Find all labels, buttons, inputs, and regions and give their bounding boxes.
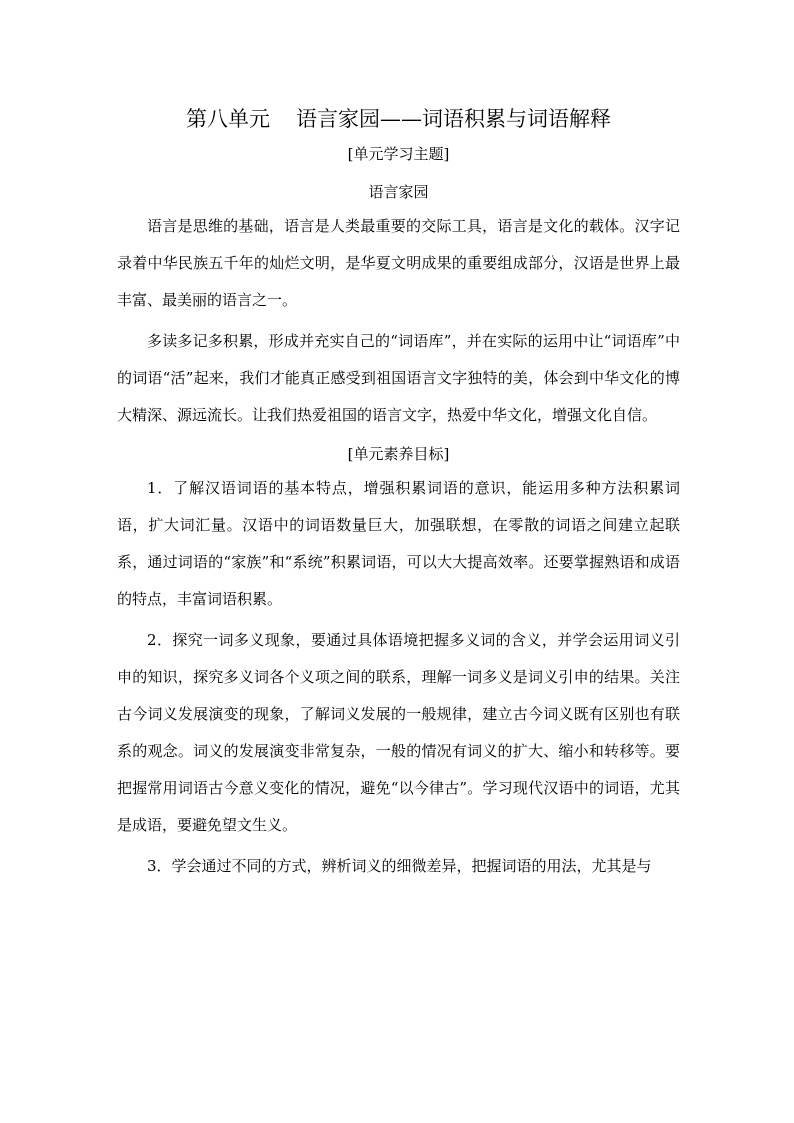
goal-paragraph-1: 1．了解汉语词语的基本特点，增强积累词语的意识，能运用多种方法积累词语，扩大词汇量。汉语中的词语数量巨大，加强联想，在零散的词语之间建立起联系，通过词语的“家族”和“系统”积累词语，可以大大提高效率。还要掌握熟语和成语的特点，丰富词语积累。	[117, 479, 680, 608]
document-content	[117, 104, 680, 885]
unit-theme-heading: [单元学习主题]	[347, 145, 450, 163]
intro-paragraph-1: 语言是思维的基础，语言是人类最重要的交际工具，语言是文化的载体。汉字记录着中华民族五千年的灿烂文明，是华夏文明成果的重要组成部分，汉语是世界上最丰富、最美丽的语言之一。	[117, 217, 680, 309]
title-unit-number: 第八单元	[186, 107, 270, 131]
goal-paragraph-2: 2．探究一词多义现象，要通过具体语境把握多义词的含义，并学会运用词义引申的知识，探究多义词各个义项之间的联系，理解一词多义是词义引申的结果。关注古今词义发展演变的现象，了解词义发展的一般规律，建立古今词义既有区别也有联系的观念。词义的发展演变非常复杂，一般的情况有词义的扩大、缩小和转移等。要把握常用词语古今意义变化的情况，避免“以今律古”。学习现代汉语中的词语，尤其是成语，要避免望文生义。	[117, 631, 680, 834]
document-title	[117, 104, 680, 134]
theme-subtitle: 语言家园	[368, 183, 429, 201]
goals-heading: [单元素养目标]	[347, 445, 450, 463]
goal-paragraph-3: 3．学会通过不同的方式，辨析词义的细微差异，把握词语的用法，尤其是与	[147, 857, 652, 875]
intro-paragraph-2: 多读多记多积累，形成并充实自己的“词语库”，并在实际的运用中让“词语库”中的词语“活”起来，我们才能真正感受到祖国语言文字独特的美，体会到中华文化的博大精深、源远流长。让我们热爱祖国的语言文字，热爱中华文化，增强文化自信。	[117, 332, 680, 424]
title-unit-topic: 语言家园——词语积累与词语解释	[296, 107, 611, 131]
